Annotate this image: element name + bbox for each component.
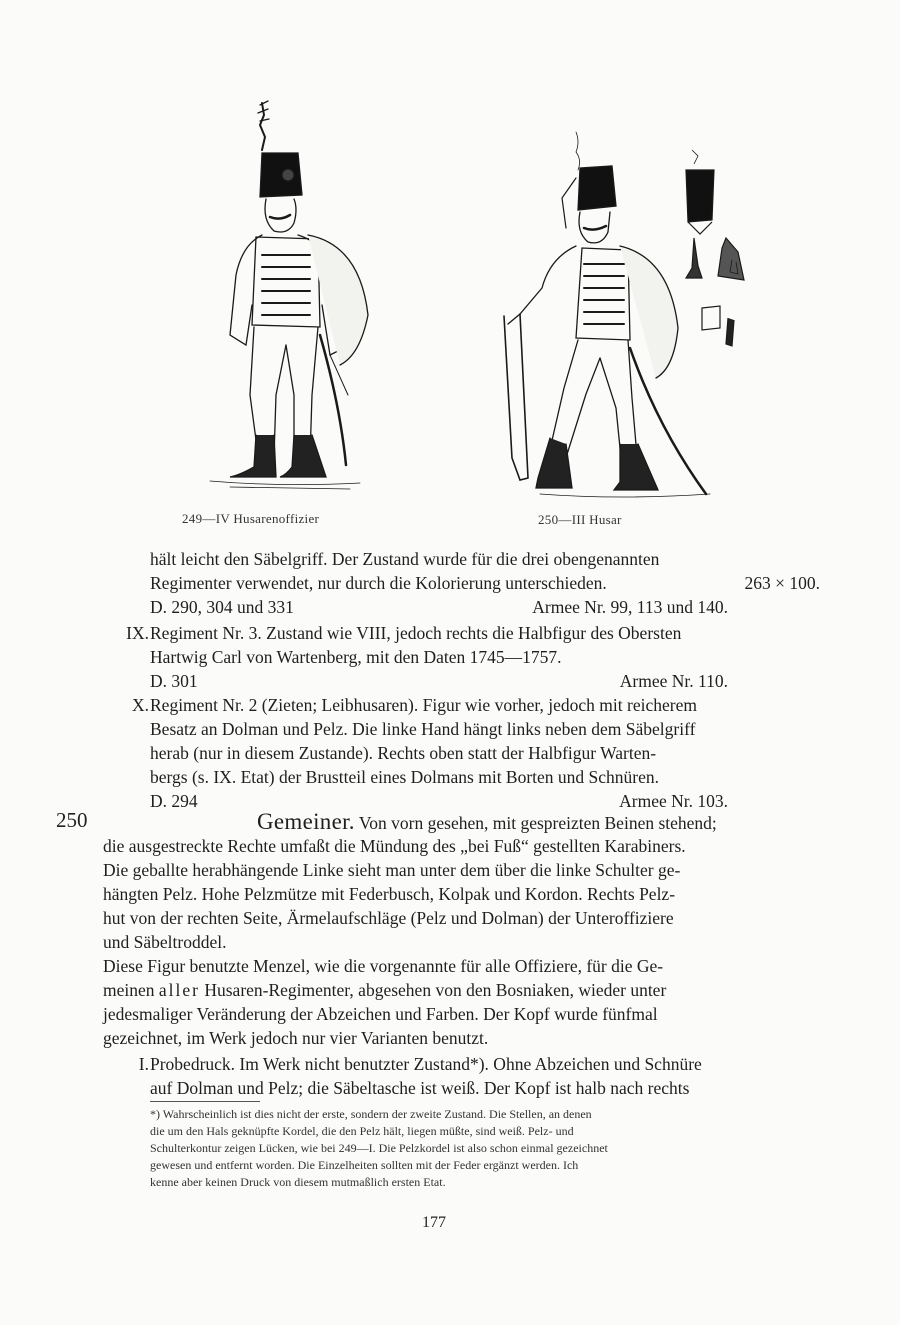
state-number-i: I. [138, 1054, 149, 1074]
text-line: jedesmaliger Veränderung der Abzeichen und Farben. Der Kopf wurde fünfmal [103, 1004, 658, 1024]
text-line: Diese Figur benutzte Menzel, wie die vorgenannte für alle Offiziere, für die Ge- [103, 956, 664, 976]
text-line [103, 979, 666, 1001]
state-number-ix: IX. [126, 623, 149, 643]
entry-number: 250 [56, 808, 88, 832]
text-line: Besatz an Dolman und Pelz. Die linke Hand hängt links neben dem Säbelgriff [150, 719, 696, 739]
text-line: hut von der rechten Seite, Ärmelaufschläge (Pelz und Dolman) der Unteroffiziere [103, 908, 674, 928]
text-line: auf Dolman und Pelz; die Säbeltasche ist weiß. Der Kopf ist halb nach rechts [150, 1078, 690, 1098]
text-line: und Säbeltroddel. [103, 932, 227, 952]
text-line: hängten Pelz. Hohe Pelzmütze mit Federbusch, Kolpak und Kordon. Rechts Pelz- [103, 884, 676, 904]
text-word: meinen [103, 980, 155, 1000]
text-line-references: D. 290, 304 und 331 [150, 597, 294, 617]
footnote-rule [150, 1101, 260, 1102]
text-line: Probedruck. Im Werk nicht benutzter Zustand*). Ohne Abzeichen und Schnüre [150, 1054, 702, 1074]
text-word: Husaren-Regimenter, abgesehen von den Bosniaken, wieder unter [204, 980, 667, 1000]
text-line-armee: Armee Nr. 99, 113 und 140. [532, 597, 728, 617]
text-line: hält leicht den Säbelgriff. Der Zustand wurde für die drei obengenannten [150, 549, 660, 569]
text-line: Regiment Nr. 3. Zustand wie VIII, jedoch rechts die Halbfigur des Obersten [150, 623, 682, 643]
text-line-armee: Armee Nr. 110. [619, 671, 728, 691]
text-line-references: D. 294 [150, 791, 198, 811]
figure-249-husarenoffizier [190, 95, 390, 505]
entry-heading [257, 811, 717, 834]
text-line-dimensions: 263 × 100. [744, 573, 820, 593]
text-line-references: D. 301 [150, 671, 198, 691]
figure-caption-right: 250—III Husar [538, 512, 622, 527]
text-line: gezeichnet, im Werk jedoch nur vier Varianten benutzt. [103, 1028, 489, 1048]
page-number: 177 [422, 1214, 446, 1231]
figure-250-details [672, 148, 752, 348]
figure-caption-left: 249—IV Husarenoffizier [182, 511, 320, 526]
text-line: Regiment Nr. 2 (Zieten; Leibhusaren). Figur wie vorher, jedoch mit reicherem [150, 695, 697, 715]
text-line: herab (nur in diesem Zustande). Rechts oben statt der Halbfigur Warten- [150, 743, 657, 763]
footnote-line: gewesen und entfernt worden. Die Einzelheiten sollten mit der Feder ergänzt werden. Ich [150, 1158, 579, 1172]
text-line: Hartwig Carl von Wartenberg, mit den Daten 1745—1757. [150, 647, 562, 667]
entry-first-line: Von vorn gesehen, mit gespreizten Beinen stehend; [358, 813, 717, 833]
state-number-x: X. [131, 695, 149, 715]
footnote-line: Schulterkontur zeigen Lücken, wie bei 249—I. Die Pelzkordel ist also schon einmal gezeichnet [150, 1141, 608, 1155]
text-line: die ausgestreckte Rechte umfaßt die Mündung des „bei Fuß“ gestellten Karabiners. [103, 836, 686, 856]
text-word-emphasis: aller [158, 980, 200, 1000]
text-line: Die geballte herabhängende Linke sieht man unter dem über die linke Schulter ge- [103, 860, 681, 880]
footnote-line: die um den Hals geknüpfte Kordel, die den Pelz hält, liegen müßte, sind weiß. Pelz- und [150, 1124, 574, 1138]
text-line: Regimenter verwendet, nur durch die Kolorierung unterschieden. [150, 573, 607, 593]
footnote-line: kenne aber keinen Druck von diesem mutmaßlich ersten Etat. [150, 1175, 446, 1189]
footnote-line: *) Wahrscheinlich ist dies nicht der erste, sondern der zweite Zustand. Die Stellen, an denen [150, 1107, 592, 1121]
text-line: bergs (s. IX. Etat) der Brustteil eines Dolmans mit Borten und Schnüren. [150, 767, 660, 787]
text-line-armee: Armee Nr. 103. [619, 791, 728, 811]
entry-title: Gemeiner. [257, 809, 355, 834]
